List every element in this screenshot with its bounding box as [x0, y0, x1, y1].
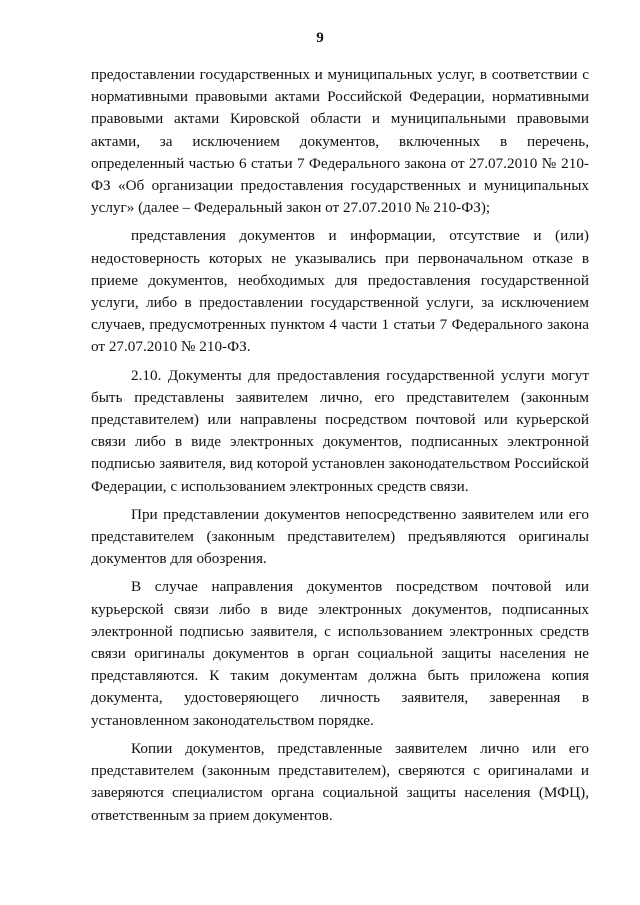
paragraph-postal-electronic: В случае направления документов посредством почтовой или курьерской связи либо в виде электронных документов, подписанных электронной подписью заявителя, с использованием электронных средств связи оригиналы документов в орган социальной защиты населения не представляются. К таким документам должна быть приложена копия документа, удостоверяющего личность заявителя, заверенная в установленном законодательством порядке.: [91, 578, 589, 729]
paragraph-copies: Копии документов, представленные заявителем лично или его представителем (законным представителем), сверяются с оригиналами и заверяются специалистом органа социальной защиты населения (МФЦ), ответственным за прием документов.: [91, 739, 589, 824]
page-number: 9: [316, 30, 324, 46]
document-body: [91, 64, 589, 827]
paragraph-2-10: 2.10. Документы для предоставления государственной услуги могут быть представлены заявителем лично, его представителем (законным представителем) или направлены посредством почтовой или курьерской связи либо в виде электронных документов, подписанных электронной подписью заявителя, вид которой установлен законодательством Российской Федерации, с использованием электронных средств связи.: [91, 366, 589, 495]
paragraph-originals: При представлении документов непосредственно заявителем или его представителем (законным представителем) предъявляются оригиналы документов для обозрения.: [91, 505, 589, 568]
paragraph-continuation: предоставлении государственных и муниципальных услуг, в соответствии с нормативными правовыми актами Российской Федерации, нормативными правовыми актами Кировской области и муниципальными правовыми актами, за исключением документов, включенных в перечень, определенный частью 6 статьи 7 Федерального закона от 27.07.2010 № 210-ФЗ «Об организации предоставления государственных и муниципальных услуг» (далее – Федеральный закон от 27.07.2010 № 210-ФЗ);: [91, 66, 589, 217]
paragraph-missing-documents: представления документов и информации, отсутствие и (или) недостоверность которых не указывались при первоначальном отказе в приеме документов, необходимых для предоставления государственной услуги, либо в предоставлении государственной услуги, за исключением случаев, предусмотренных пунктом 4 части 1 статьи 7 Федерального закона от 27.07.2010 № 210-ФЗ.: [91, 227, 589, 356]
